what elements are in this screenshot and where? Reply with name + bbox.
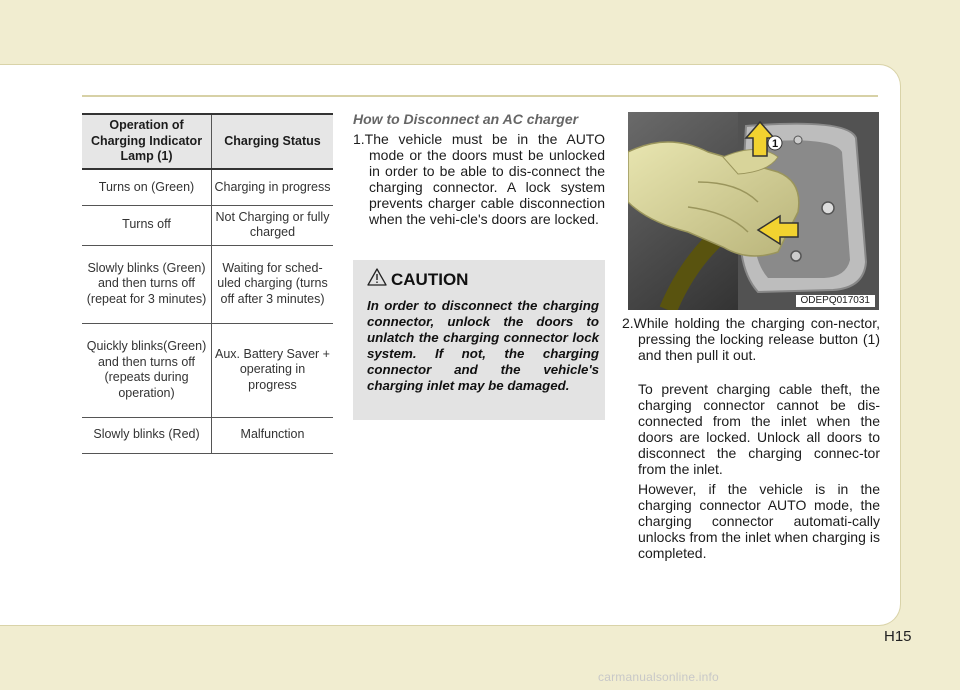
step-2-text: 2.While holding the charging con-nector, pressing the locking release button (1) and then pull it out. (622, 315, 880, 363)
table-cell-status: Charging in progress (214, 179, 331, 194)
caution-text: In order to disconnect the charging connector, unlock the doors to unlatch the charging connector lock system. If not, the charging connector and the vehicle's charging inlet may be damaged. (367, 298, 599, 393)
table-header-row (82, 114, 333, 169)
caution-box (353, 260, 605, 420)
right-column (622, 315, 880, 565)
caution-header (367, 268, 599, 291)
caution-label: CAUTION (391, 269, 469, 289)
table-cell-status: Waiting for sched-uled charging (turns off after 3 minutes) (217, 260, 328, 306)
disconnect-section (353, 111, 605, 227)
charging-indicator-table (82, 113, 333, 454)
callout-number: 1 (771, 138, 779, 150)
table-cell-operation: Quickly blinks(Green) and then turns off (repeats during operation) (82, 323, 212, 417)
watermark-text: carmanualsonline.info (598, 670, 719, 684)
warning-triangle-icon (367, 268, 387, 291)
table-cell-operation: Turns on (Green) (82, 169, 212, 205)
section-heading: How to Disconnect an AC charger (353, 111, 579, 127)
charger-illustration (628, 112, 879, 310)
table-header-status: Charging Status (212, 114, 334, 169)
table-cell-operation: Turns off (82, 205, 212, 245)
table-row (82, 245, 333, 323)
auto-mode-paragraph: However, if the vehicle is in the charging connector AUTO mode, the charging connector automati-cally unlocks from the inlet when charging is completed. (638, 481, 880, 561)
table-row (82, 205, 333, 245)
table-row (82, 417, 333, 453)
header-rule (82, 95, 878, 97)
table-cell-status: Not Charging or fully charged (215, 209, 330, 239)
table-cell-operation: Slowly blinks (Red) (82, 417, 212, 453)
table-cell-operation: Slowly blinks (Green) and then turns off (repeat for 3 minutes) (82, 245, 212, 323)
charger-photo (628, 112, 879, 310)
table-cell-status: Malfunction (240, 427, 305, 442)
page-number: H15 (884, 628, 912, 645)
step-1-text: 1.The vehicle must be in the AUTO mode or the doors must be unlocked in order to be able to dis-connect the charging connector. A lock system prevents charger cable disconnection when the vehi-cle's doors are locked. (353, 131, 605, 227)
table-cell-status: Aux. Battery Saver + operating in progress (215, 346, 330, 392)
table-row (82, 323, 333, 417)
table-row (82, 169, 333, 205)
theft-prevention-paragraph: To prevent charging cable theft, the charging connector cannot be dis-connected from the inlet when the doors are locked. Unlock all doors to disconnect the charging connec-tor from the inlet. (638, 381, 880, 477)
image-code-label: ODEPQ017031 (796, 295, 876, 307)
table-header-operation: Operation of Charging Indicator Lamp (1) (82, 114, 212, 169)
